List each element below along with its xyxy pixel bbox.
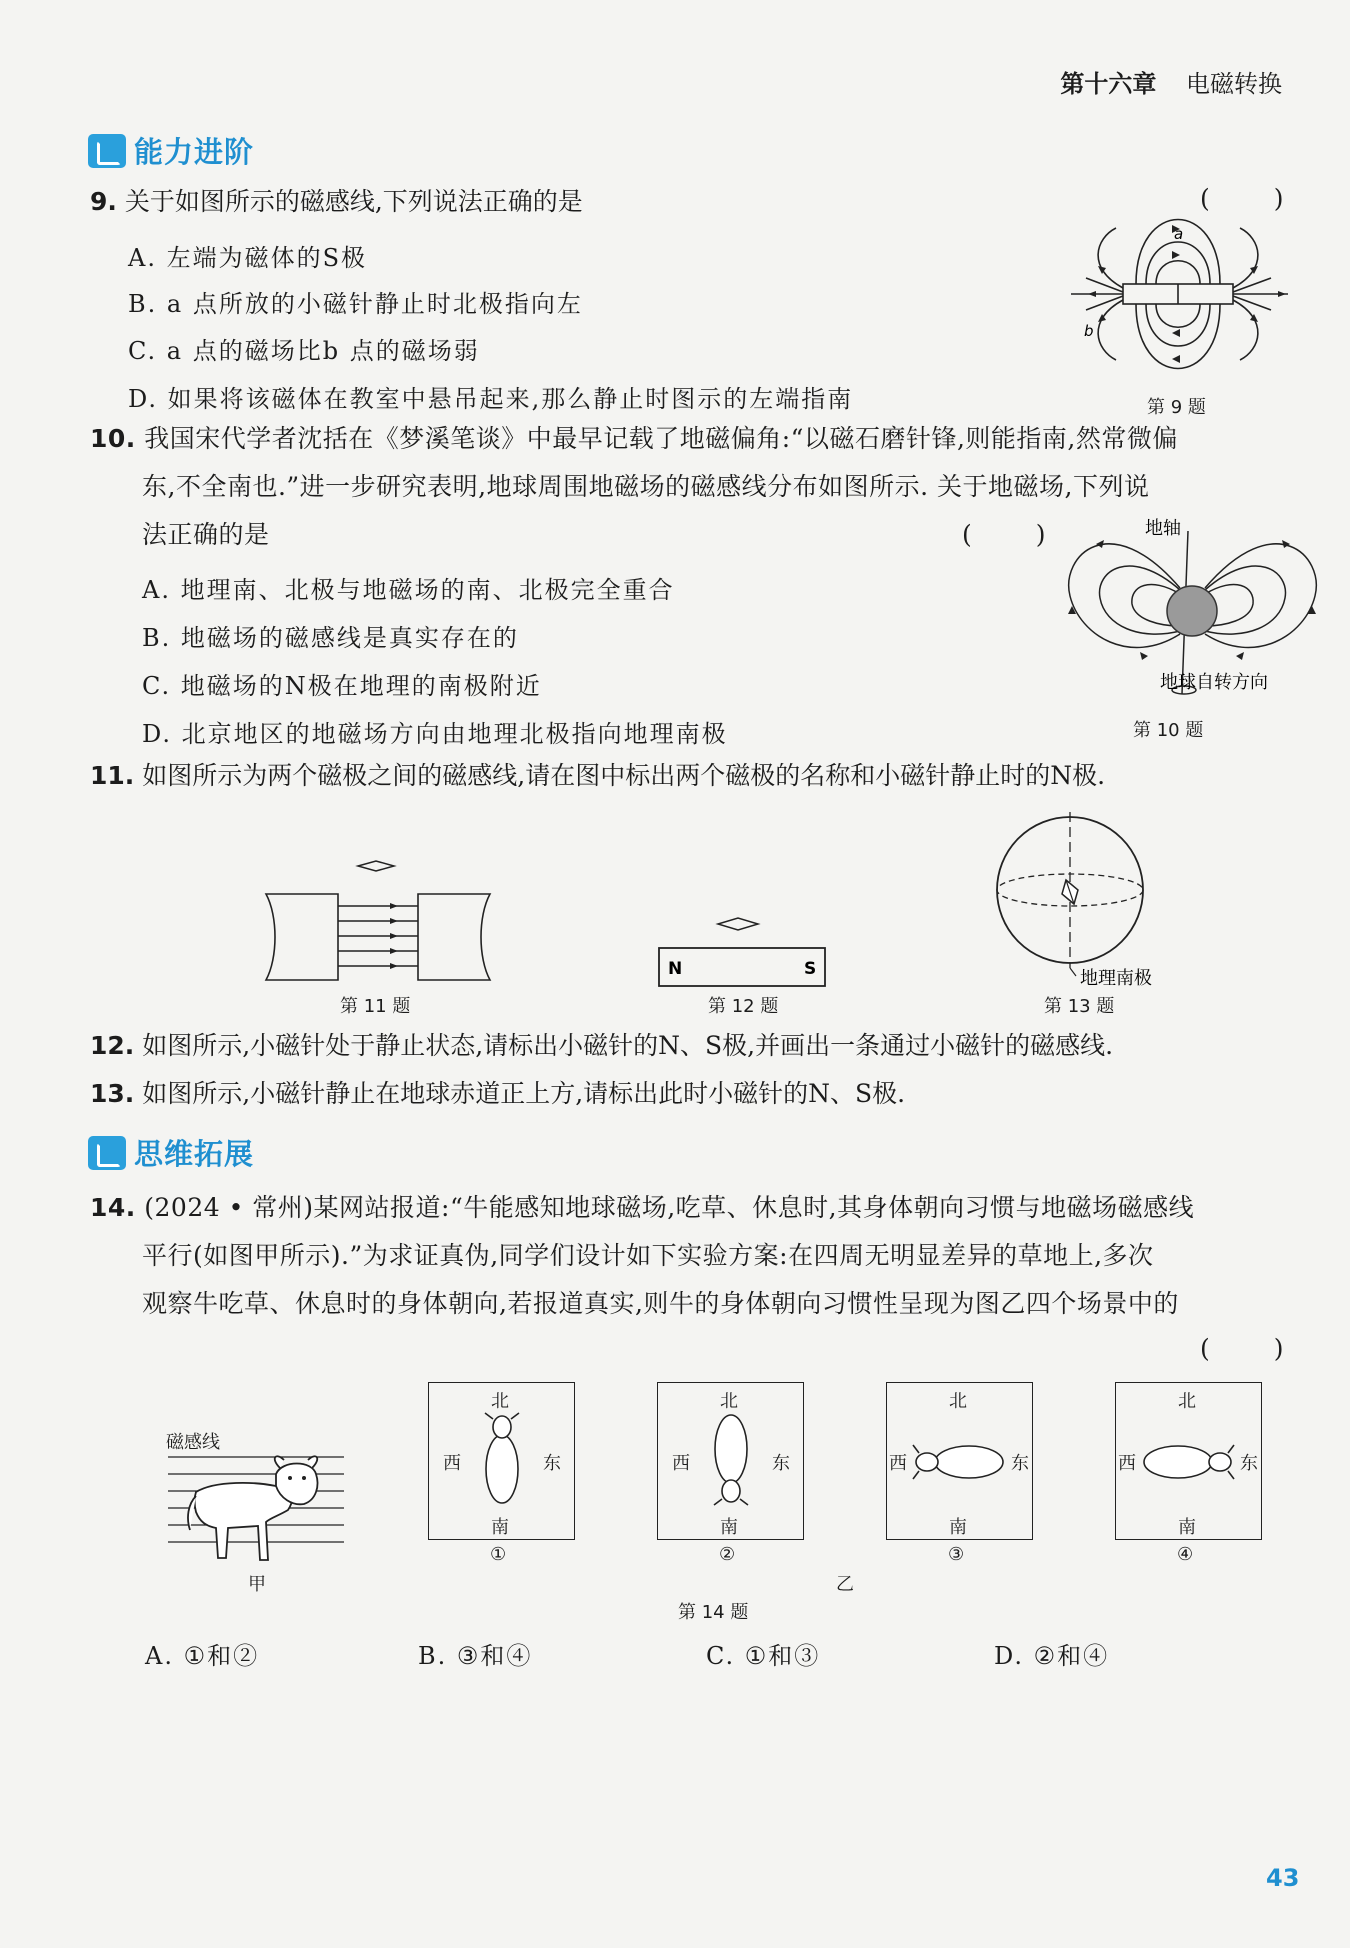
fig11-caption: 第 11 题 <box>340 996 411 1017</box>
question-10-stem: 10. 我国宋代学者沈括在《梦溪笔谈》中最早记载了地磁偏角:“以磁石磨针锋,则能指南,然常微偏 东,不全南也.”进一步研究表明,地球周围地磁场的磁感线分布如图所示. 关于地磁场,下列说 法正确的是 <box>90 424 1178 549</box>
option-c: C. a 点的磁场比b 点的磁场弱 <box>128 337 480 365</box>
fig13-earth-needle <box>990 810 1190 990</box>
panel-label-2: ② <box>719 1544 736 1565</box>
cow-top-view <box>477 1409 527 1509</box>
fig14-jia-cow <box>166 1452 346 1572</box>
svg-text:S: S <box>804 959 817 979</box>
question-13-stem: 13. 如图所示,小磁针静止在地球赤道正上方,请标出此时小磁针的N、S极. <box>90 1079 906 1108</box>
fig9-caption: 第 9 题 <box>1147 397 1206 418</box>
question-14-stem: 14. (2024 • 常州)某网站报道:“牛能感知地球磁场,吃草、休息时,其身体朝向习惯与地磁场磁感线 平行(如图甲所示).”为求证真伪,同学们设计如下实验方案:在四周无明显差异的草地上,多次 观察牛吃草、休息时的身体朝向,若报道真实,则牛的身体朝向习惯性呈现为图乙四个场景中的 <box>90 1193 1195 1318</box>
answer-bracket: ( ) <box>1200 1334 1312 1363</box>
page-header <box>1060 64 1282 99</box>
option-b: B. 地磁场的磁感线是真实存在的 <box>142 624 519 652</box>
pencil-note-icon <box>88 134 126 168</box>
fig14-caption: 第 14 题 <box>678 1602 749 1623</box>
cow-top-view <box>1138 1437 1238 1487</box>
fig13-caption: 第 13 题 <box>1044 996 1115 1017</box>
fig10-caption: 第 10 题 <box>1133 720 1204 741</box>
question-11-stem: 11. 如图所示为两个磁极之间的磁感线,请在图中标出两个磁极的名称和小磁针静止时的N极. <box>90 761 1106 790</box>
field-lines-label: 磁感线 <box>166 1432 220 1453</box>
svg-text:N: N <box>668 959 683 979</box>
question-9-stem: 9. 关于如图所示的磁感线,下列说法正确的是 <box>90 187 583 216</box>
fig12-caption: 第 12 题 <box>708 996 779 1017</box>
option-d: D. 北京地区的地磁场方向由地理北极指向地理南极 <box>142 720 728 748</box>
compass-panel-2: 北 南 西 东 <box>657 1382 804 1540</box>
svg-text:地理南极: 地理南极 <box>1080 968 1152 989</box>
answer-bracket: ( ) <box>962 520 1074 549</box>
fig9-magnet-field <box>1066 208 1326 378</box>
svg-text:地轴: 地轴 <box>1145 518 1181 539</box>
chapter-title: 电磁转换 <box>1186 70 1282 98</box>
compass-panel-1: 北 南 西 东 <box>428 1382 575 1540</box>
option-d: D. ②和④ <box>994 1642 1110 1670</box>
option-b: B. a 点所放的小磁针静止时北极指向左 <box>128 290 583 318</box>
option-d: D. 如果将该磁体在教室中悬吊起来,那么静止时图示的左端指南 <box>128 385 854 413</box>
panel-label-3: ③ <box>948 1544 965 1565</box>
option-a: A. ①和② <box>145 1642 260 1670</box>
fig14-yi-caption: 乙 <box>836 1574 854 1595</box>
panel-label-1: ① <box>490 1544 507 1565</box>
section-title: 能力进阶 <box>134 135 255 169</box>
svg-text:a: a <box>1174 225 1184 243</box>
cow-top-view <box>706 1409 756 1509</box>
option-b: B. ③和④ <box>418 1642 533 1670</box>
option-a: A. 左端为磁体的S极 <box>128 244 368 272</box>
page-number: 43 <box>1266 1864 1300 1892</box>
chapter-number: 第十六章 <box>1060 70 1157 98</box>
answer-bracket: ( ) <box>1200 184 1312 213</box>
section-ability <box>88 130 254 171</box>
fig14-jia-caption: 甲 <box>248 1574 266 1595</box>
fig12-bar-magnet <box>652 912 832 994</box>
question-12-stem: 12. 如图所示,小磁针处于静止状态,请标出小磁针的N、S极,并画出一条通过小磁针的磁感线. <box>90 1031 1114 1060</box>
fig10-earth-field <box>1050 516 1340 706</box>
cow-top-view <box>909 1437 1009 1487</box>
option-c: C. ①和③ <box>706 1642 821 1670</box>
option-c: C. 地磁场的N极在地理的南极附近 <box>142 672 542 700</box>
section-thinking <box>88 1132 254 1173</box>
option-a: A. 地理南、北极与地磁场的南、北极完全重合 <box>142 576 675 604</box>
section-title: 思维拓展 <box>134 1137 255 1171</box>
pencil-note-icon <box>88 1136 126 1170</box>
svg-text:地球自转方向: 地球自转方向 <box>1160 672 1268 693</box>
compass-panel-3: 北 南 西 东 <box>886 1382 1033 1540</box>
fig11-two-poles <box>258 858 498 988</box>
panel-label-4: ④ <box>1177 1544 1194 1565</box>
compass-panel-4: 北 南 西 东 <box>1115 1382 1262 1540</box>
svg-text:b: b <box>1084 322 1094 340</box>
